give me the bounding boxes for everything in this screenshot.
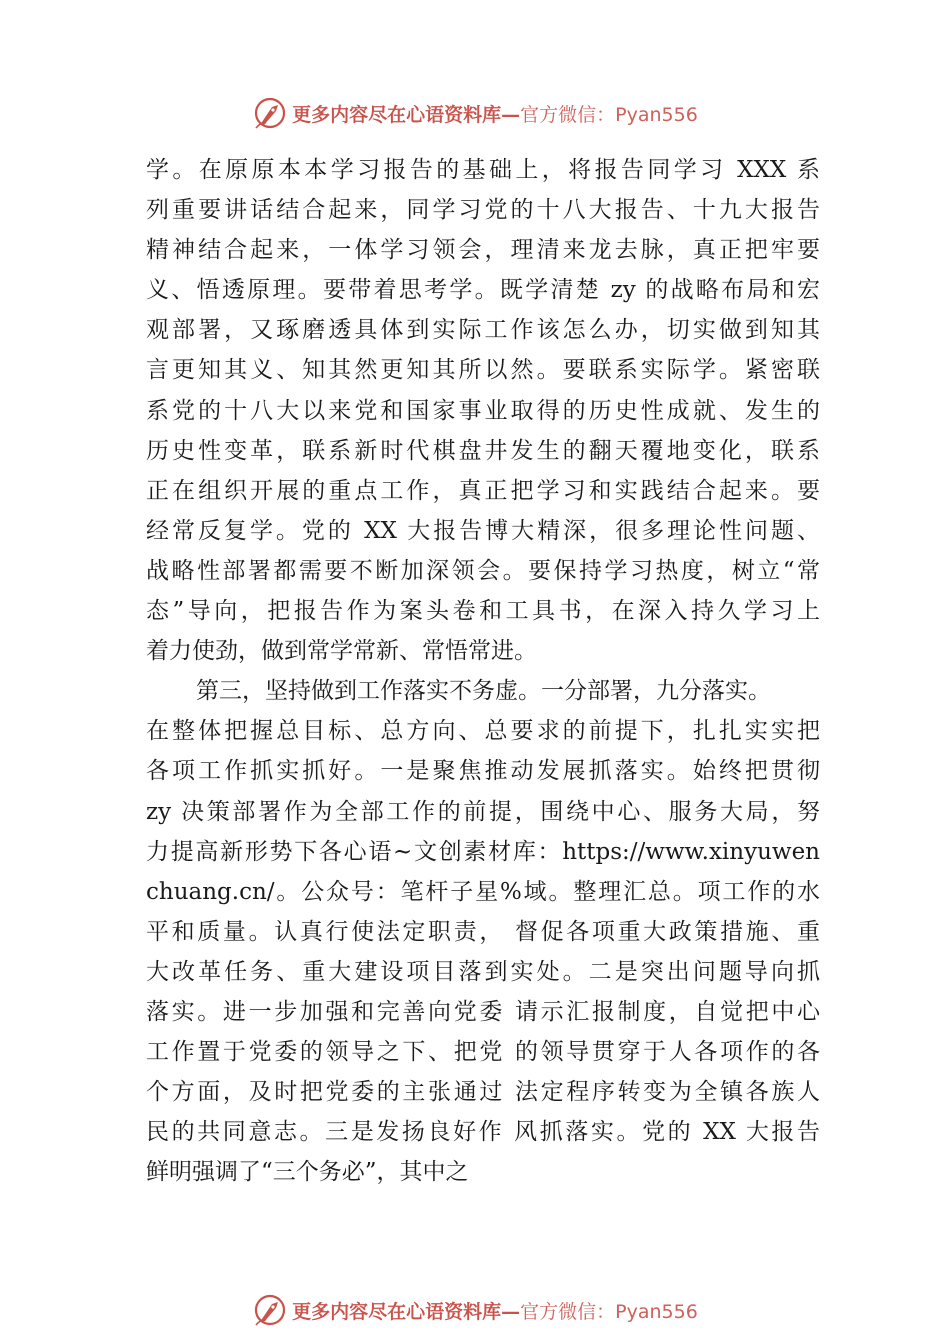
footer-right-text: 官方微信：Pyan556: [520, 1300, 698, 1323]
text-line: 观部署，又琢磨透具体到实际工作该怎么办，切实做到知其: [146, 317, 820, 344]
text-line: 列重要讲话结合起来，同学习党的十八大报告、十九大报告: [146, 197, 820, 224]
text-line: 平和质量。认真行使法定职责， 督促各项重大政策措施、重: [146, 918, 820, 945]
text-line: 言更知其义、知其然更知其所以然。要联系实际学。紧密联: [146, 357, 820, 384]
header-right-text: 官方微信：Pyan556: [520, 103, 698, 126]
body-text: [146, 150, 820, 1192]
text-line: 在整体把握总目标、总方向、总要求的前提下，扎扎实实把: [146, 718, 820, 745]
footer-banner: [0, 1290, 950, 1330]
pen-nib-circle-icon: [252, 95, 288, 131]
text-line: 经常反复学。党的 XX 大报告博大精深，很多理论性问题、: [146, 517, 820, 544]
text-line: 战略性部署都需要不断加深领会。要保持学习热度，树立“常: [146, 557, 820, 584]
text-line: 工作置于党委的领导之下、把党 的领导贯穿于人各项作的各: [146, 1039, 820, 1066]
footer-left-text: 更多内容尽在心语资料库—: [292, 1300, 521, 1323]
text-line: 义、悟透原理。要带着思考学。既学清楚 zy 的战略布局和宏: [146, 277, 820, 304]
text-line: 各项工作抓实抓好。一是聚焦推动发展抓落实。始终把贯彻: [146, 758, 820, 785]
text-line: 态”导向，把报告作为案头卷和工具书，在深入持久学习上: [146, 598, 820, 625]
text-line: 落实。进一步加强和完善向党委 请示汇报制度，自觉把中心: [146, 998, 820, 1025]
text-line: 系党的十八大以来党和国家事业取得的历史性成就、发生的: [146, 397, 820, 424]
text-line: 个方面，及时把党委的主张通过 法定程序转变为全镇各族人: [146, 1079, 820, 1106]
header-left-text: 更多内容尽在心语资料库—: [292, 103, 521, 126]
text-line: 力提高新形势下各心语~文创素材库：https://www.xinyuwen: [146, 838, 820, 865]
text-line: 鲜明强调了“三个务必”，其中之: [146, 1159, 469, 1186]
text-line: 精神结合起来，一体学习领会，理清来龙去脉，真正把牢要: [146, 237, 820, 264]
header-banner: [0, 93, 950, 133]
text-line: 正在组织开展的重点工作，真正把学习和实践结合起来。要: [146, 477, 820, 504]
text-line: 着力使劲，做到常学常新、常悟常进。: [146, 638, 537, 665]
text-line: zy 决策部署作为全部工作的前提，围绕中心、服务大局，努: [146, 798, 820, 825]
text-line: 学。在原原本本学习报告的基础上，将报告同学习 XXX 系: [146, 157, 820, 183]
text-line: 民的共同意志。三是发扬良好作 风抓落实。党的 XX 大报告: [146, 1119, 820, 1146]
text-line: 大改革任务、重大建设项目落到实处。二是突出问题导向抓: [146, 958, 820, 985]
paragraph-heading-line: 第三，坚持做到工作落实不务虚。一分部署，九分落实。: [196, 678, 771, 705]
text-line: 历史性变革，联系新时代棋盘井发生的翻天覆地变化，联系: [146, 437, 820, 464]
pen-nib-circle-icon: [252, 1292, 288, 1328]
text-line: chuang.cn/。公众号：笔杆子星%域。整理汇总。项工作的水: [146, 878, 820, 905]
